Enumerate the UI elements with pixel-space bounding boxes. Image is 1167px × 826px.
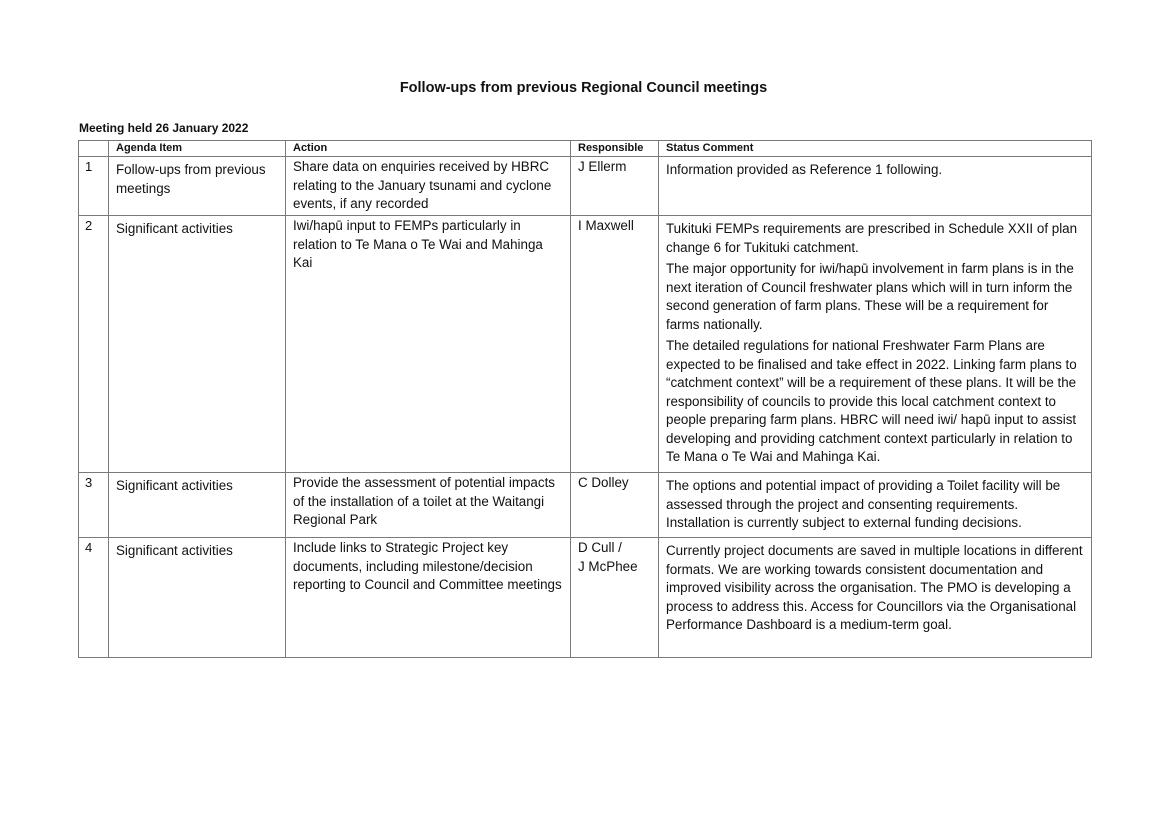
column-header-responsible: Responsible <box>571 141 659 157</box>
status-paragraph: Tukituki FEMPs requirements are prescribed in Schedule XXII of plan change 6 for Tukituki catchment. <box>666 221 1078 255</box>
table-row <box>79 216 1092 473</box>
action-cell: Provide the assessment of potential impacts of the installation of a toilet at the Waitangi Regional Park <box>286 473 571 538</box>
status-comment-cell <box>659 538 1092 658</box>
responsible-name: D Cull / <box>578 540 622 555</box>
status-comment-cell <box>659 473 1092 538</box>
column-header-number <box>79 141 109 157</box>
status-paragraph: The major opportunity for iwi/hapū involvement in farm plans is in the next iteration of Council freshwater plans which will in turn inform the second generation of farm plans. These will be a requirement for farms nationally. <box>666 261 1074 332</box>
row-number: 3 <box>79 473 109 538</box>
agenda-item-cell: Significant activities <box>109 473 286 538</box>
status-paragraph: The options and potential impact of providing a Toilet facility will be assessed through the project and consenting requirements. Installation is currently subject to external funding decisions. <box>666 478 1061 530</box>
responsible-name: I Maxwell <box>578 218 634 233</box>
responsible-cell <box>571 473 659 538</box>
row-number: 1 <box>79 157 109 216</box>
agenda-item-cell: Follow-ups from previous meetings <box>109 157 286 216</box>
responsible-cell <box>571 216 659 473</box>
meeting-heading: Meeting held 26 January 2022 <box>79 121 249 135</box>
row-number: 4 <box>79 538 109 658</box>
table-row <box>79 538 1092 658</box>
agenda-item-cell: Significant activities <box>109 216 286 473</box>
status-comment-cell <box>659 216 1092 473</box>
table-row <box>79 157 1092 216</box>
responsible-name: J McPhee <box>578 558 638 574</box>
status-comment-cell <box>659 157 1092 216</box>
table-header-row <box>79 141 1092 157</box>
action-cell: Include links to Strategic Project key documents, including milestone/decision reporting to Council and Committee meetings <box>286 538 571 658</box>
responsible-name: J Ellerm <box>578 159 627 174</box>
agenda-item-cell: Significant activities <box>109 538 286 658</box>
column-header-status-comment: Status Comment <box>659 141 1092 157</box>
column-header-agenda-item: Agenda Item <box>109 141 286 157</box>
action-cell: Share data on enquiries received by HBRC relating to the January tsunami and cyclone events, if any recorded <box>286 157 571 216</box>
status-paragraph: Information provided as Reference 1 following. <box>666 162 943 177</box>
responsible-name: C Dolley <box>578 475 629 490</box>
page-title: Follow-ups from previous Regional Council meetings <box>399 80 768 96</box>
responsible-cell <box>571 157 659 216</box>
followups-table <box>78 140 1092 658</box>
table-row <box>79 473 1092 538</box>
column-header-action: Action <box>286 141 571 157</box>
row-number: 2 <box>79 216 109 473</box>
status-paragraph: Currently project documents are saved in multiple locations in different formats. We are working towards consistent documentation and improved visibility across the organisation. The PMO is developing a process to address this. Access for Councillors via the Organisational Performance Dashboard is a medium-term goal. <box>666 543 1083 632</box>
action-cell: Iwi/hapū input to FEMPs particularly in relation to Te Mana o Te Wai and Mahinga Kai <box>286 216 571 473</box>
status-paragraph: The detailed regulations for national Freshwater Farm Plans are expected to be finalised and take effect in 2022. Linking farm plans to “catchment context” will be a requirement of these plans. It will be the responsibility of councils to provide this local catchment context to people preparing farm plans. HBRC will need iwi/ hapū input to assist developing and providing catchment context particularly in relation to Te Mana o Te Wai and Mahinga Kai. <box>666 338 1077 464</box>
responsible-cell <box>571 538 659 658</box>
